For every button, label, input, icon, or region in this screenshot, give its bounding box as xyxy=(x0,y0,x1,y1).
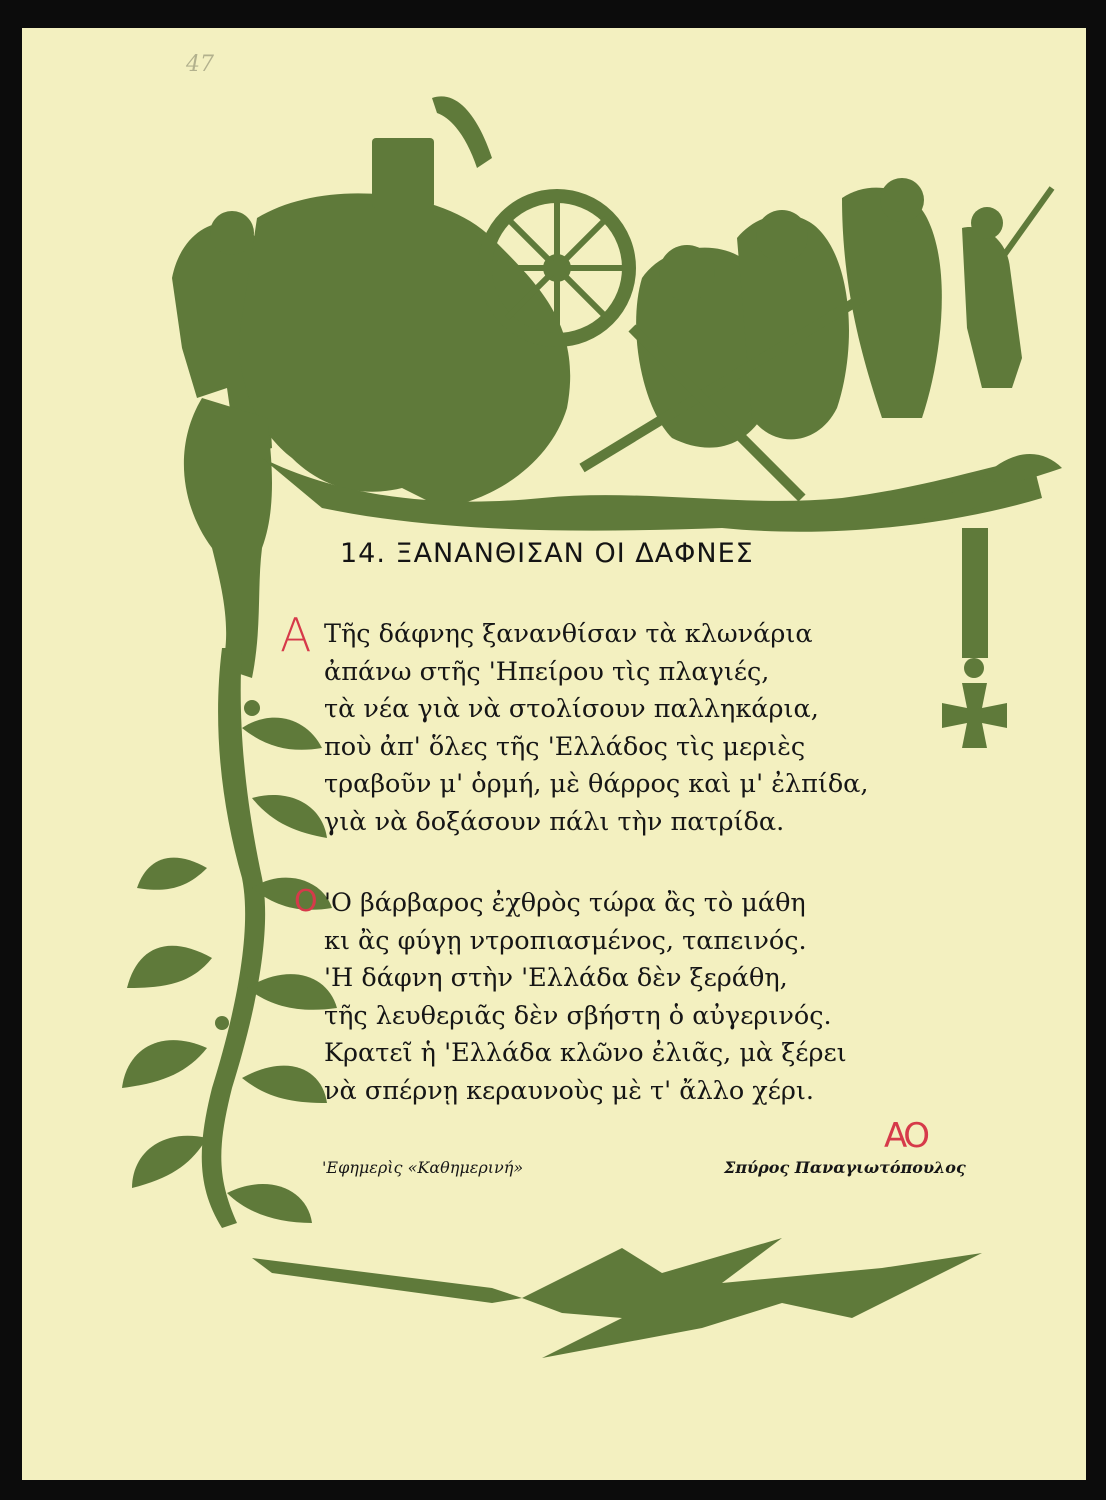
poem-line: Τῆς δάφνης ξανανθίσαν τὰ κλωνάρια xyxy=(324,619,813,649)
poem-stanza-2 xyxy=(324,885,847,1110)
poem-line: ἀπάνω στῆς 'Ηπείρου τὶς πλαγιές, xyxy=(324,656,770,687)
poem-title: 14. ΞΑΝΑΝΘΙΣΑΝ ΟΙ ΔΑΦΝΕΣ xyxy=(340,538,754,569)
poem-line: νὰ σπέρνῃ κεραυνοὺς μὲ τ' ἄλλο χέρι. xyxy=(324,1075,815,1106)
handwritten-mark-o: O xyxy=(294,884,318,919)
poem-line: τῆς λευθεριᾶς δὲν σβήστη ὁ αὐγερινός. xyxy=(324,1000,832,1031)
poem-line: τραβοῦν μ' ὁρμή, μὲ θάρρος καὶ μ' ἐλπίδα, xyxy=(324,769,869,799)
source-credit: 'Εφημερὶς «Καθημερινή» xyxy=(322,1158,524,1177)
poem-line: κι ἂς φύγῃ ντροπιασμένος, ταπεινός. xyxy=(324,925,807,956)
war-cross-medal-icon xyxy=(942,528,1007,748)
poem-line: τὰ νέα γιὰ νὰ στολίσουν παλληκάρια, xyxy=(324,694,819,724)
poem-line: Κρατεῖ ἡ 'Ελλάδα κλῶνο ἐλιᾶς, μὰ ξέρει xyxy=(324,1038,847,1068)
poem-line: ποὺ ἀπ' ὅλες τῆς 'Ελλάδος τὶς μεριὲς xyxy=(324,731,806,762)
war-scene-illustration xyxy=(172,96,1062,678)
laurel-branch-left xyxy=(122,648,337,1228)
poem-stanza-1 xyxy=(324,616,869,841)
handwritten-mark-a: A xyxy=(280,608,312,662)
handwritten-mark-ao: ΑΟ xyxy=(884,1116,927,1156)
book-page xyxy=(22,28,1086,1480)
poem-line: 'Ο βάρβαρος ἐχθρὸς τώρα ἂς τὸ μάθη xyxy=(324,888,806,918)
poem-line: 'Η δάφνη στὴν 'Ελλάδα δὲν ξεράθη, xyxy=(324,963,788,993)
lightning-bolt-icon xyxy=(252,1238,982,1358)
page-number: 47 xyxy=(186,52,214,77)
author-name: Σπύρος Παναγιωτόπουλος xyxy=(724,1158,966,1177)
poem-line: γιὰ νὰ δοξάσουν πάλι τὴν πατρίδα. xyxy=(324,806,785,837)
